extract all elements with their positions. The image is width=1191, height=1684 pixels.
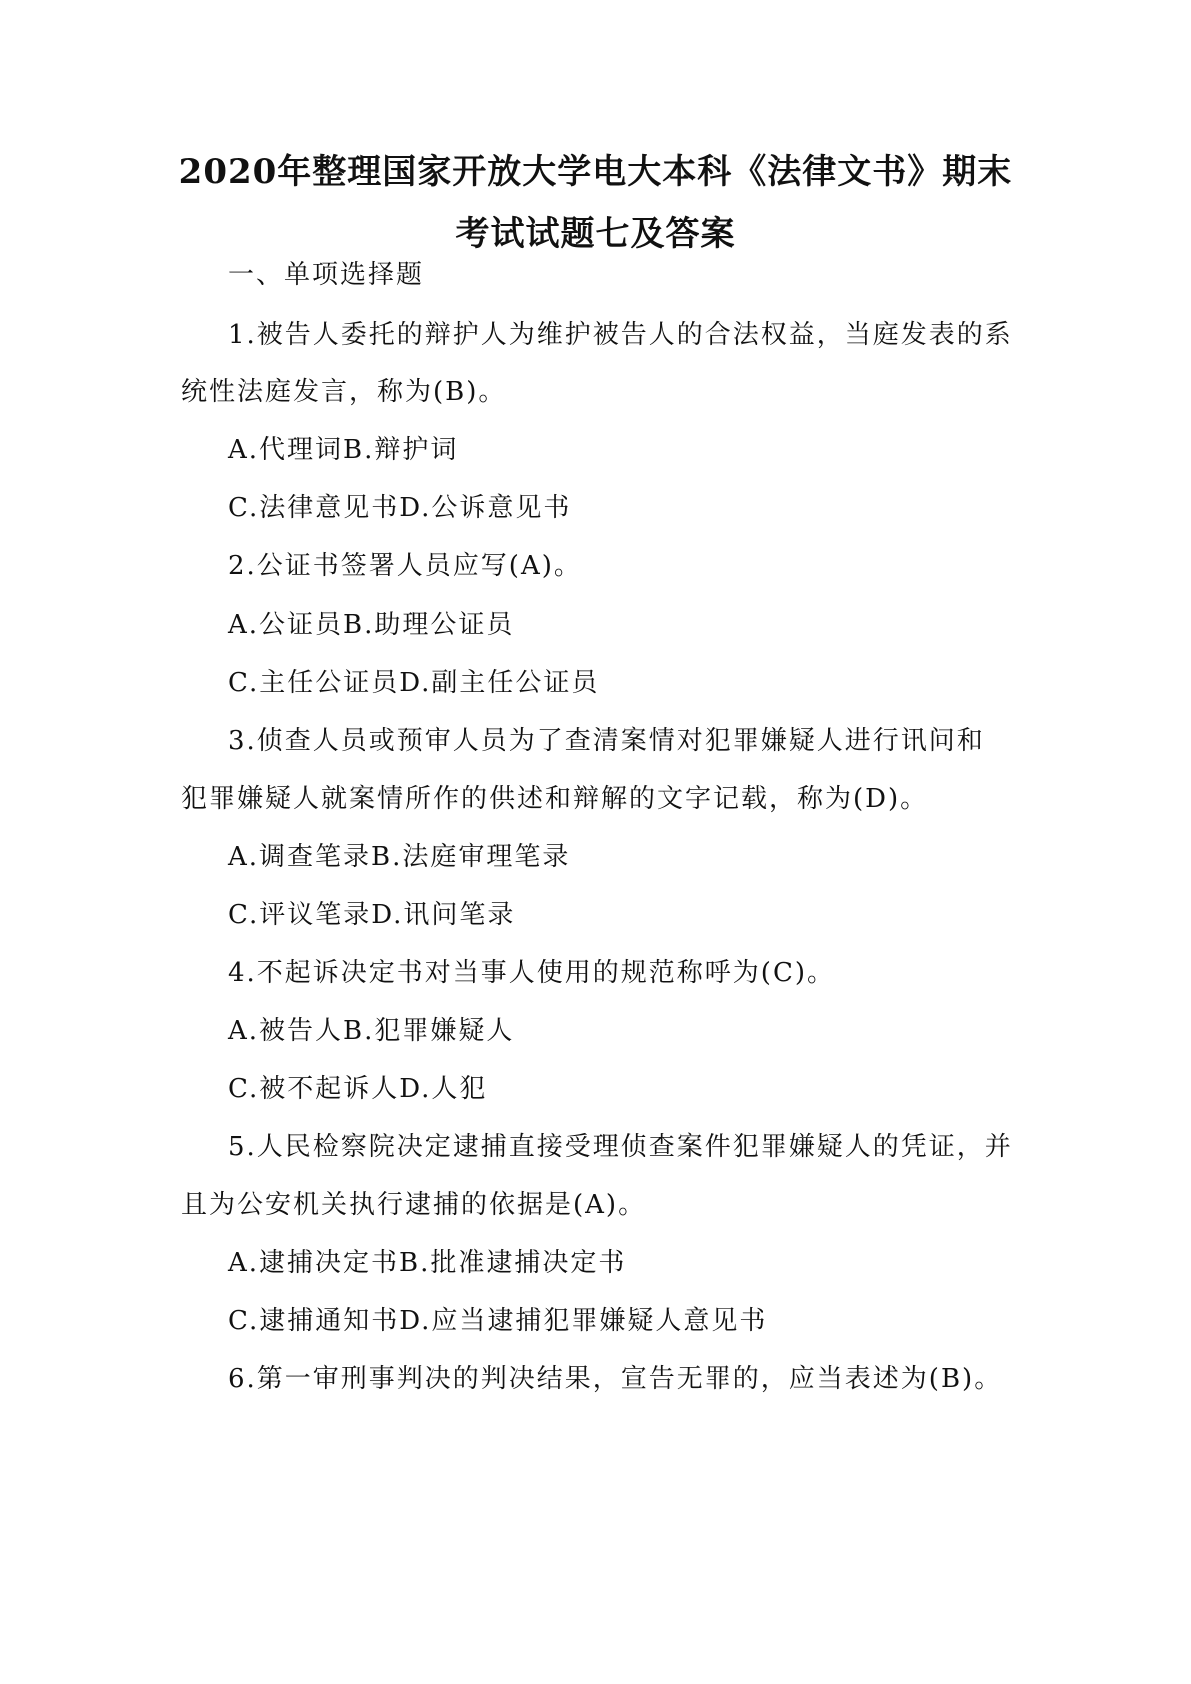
question-3-options-line-1: A.调查笔录B.法庭审理笔录 bbox=[228, 842, 571, 872]
question-1-stem-line-2: 统性法庭发言，称为(B)。 bbox=[181, 377, 507, 407]
section-heading: 一、单项选择题 bbox=[228, 260, 425, 290]
question-1-stem-line-1: 1.被告人委托的辩护人为维护被告人的合法权益，当庭发表的系 bbox=[228, 320, 1013, 350]
question-4-stem-line-1: 4.不起诉决定书对当事人使用的规范称呼为(C)。 bbox=[228, 958, 835, 988]
question-2-options-line-2: C.主任公证员D.副主任公证员 bbox=[228, 668, 600, 698]
question-2-options-line-1: A.公证员B.助理公证员 bbox=[228, 610, 515, 640]
question-3-stem-line-1: 3.侦查人员或预审人员为了查清案情对犯罪嫌疑人进行讯问和 bbox=[228, 726, 985, 756]
question-4-options-line-1: A.被告人B.犯罪嫌疑人 bbox=[228, 1016, 515, 1046]
question-5-stem-line-2: 且为公安机关执行逮捕的依据是(A)。 bbox=[181, 1190, 647, 1220]
document-title-line-1: 2020年整理国家开放大学电大本科《法律文书》期末 bbox=[178, 152, 1013, 192]
question-5-options-line-2: C.逮捕通知书D.应当逮捕犯罪嫌疑人意见书 bbox=[228, 1306, 768, 1336]
question-4-options-line-2: C.被不起诉人D.人犯 bbox=[228, 1074, 488, 1104]
question-5-options-line-1: A.逮捕决定书B.批准逮捕决定书 bbox=[228, 1248, 627, 1278]
question-6-stem-line-1: 6.第一审刑事判决的判决结果，宣告无罪的，应当表述为(B)。 bbox=[228, 1364, 1003, 1394]
document-title-line-2: 考试试题七及答案 bbox=[455, 214, 736, 254]
question-1-options-line-2: C.法律意见书D.公诉意见书 bbox=[228, 493, 572, 523]
question-5-stem-line-1: 5.人民检察院决定逮捕直接受理侦查案件犯罪嫌疑人的凭证，并 bbox=[228, 1132, 1013, 1162]
question-2-stem-line-1: 2.公证书签署人员应写(A)。 bbox=[228, 551, 582, 581]
question-1-options-line-1: A.代理词B.辩护词 bbox=[228, 435, 459, 465]
question-3-options-line-2: C.评议笔录D.讯问笔录 bbox=[228, 900, 516, 930]
question-3-stem-line-2: 犯罪嫌疑人就案情所作的供述和辩解的文字记载，称为(D)。 bbox=[181, 784, 929, 814]
